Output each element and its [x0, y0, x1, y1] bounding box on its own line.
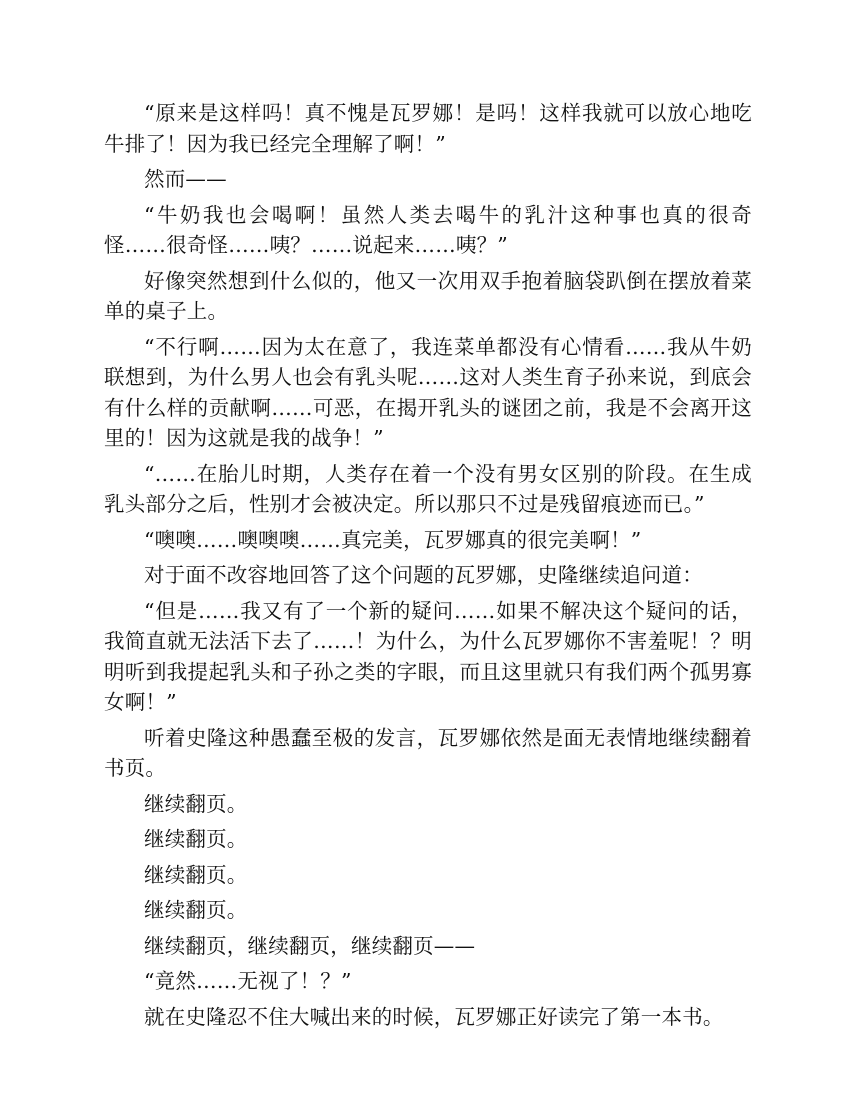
paragraph: “……在胎儿时期，人类存在着一个没有男女区别的阶段。在生成乳头部分之后，性别才会被决定。所以那只不过是残留痕迹而已。”	[104, 461, 752, 516]
paragraph: 对于面不改容地回答了这个问题的瓦罗娜，史隆继续追问道：	[144, 563, 703, 587]
paragraph: “牛奶我也会喝啊！虽然人类去喝牛的乳汁这种事也真的很奇怪……很奇怪……咦？……说起来……咦？”	[104, 202, 752, 257]
paragraph: 继续翻页。	[144, 791, 248, 816]
paragraph: 好像突然想到什么似的，他又一次用双手抱着脑袋趴倒在摆放着菜单的桌子上。	[104, 268, 752, 323]
paragraph: 继续翻页。	[144, 827, 248, 851]
paragraph: “噢噢……噢噢噢……真完美，瓦罗娜真的很完美啊！”	[144, 527, 642, 552]
paragraph: 继续翻页，继续翻页，继续翻页——	[144, 933, 476, 958]
paragraph: 听着史隆这种愚蠢至极的发言，瓦罗娜依然是面无表情地继续翻着书页。	[104, 725, 752, 780]
body-text	[104, 98, 752, 1037]
paragraph: 就在史隆忍不住大喊出来的时候，瓦罗娜正好读完了第一本书。	[144, 1004, 724, 1029]
paragraph: 继续翻页。	[144, 862, 248, 887]
paragraph: 继续翻页。	[144, 898, 248, 922]
paragraph: “但是……我又有了一个新的疑问……如果不解决这个疑问的话，我简直就无法活下去了……！为什么，为什么瓦罗娜你不害羞呢！？明明听到我提起乳头和子孙之类的字眼，而且这里就只有我们两个孤男寡女啊！”	[104, 598, 752, 714]
paragraph: “竟然……无视了！？”	[144, 969, 352, 993]
paragraph: “不行啊……因为太在意了，我连菜单都没有心情看……我从牛奶联想到，为什么男人也会有乳头呢……这对人类生育子孙来说，到底会有什么样的贡献啊……可恶，在揭开乳头的谜团之前，我是不会离开这里的！因为这就是我的战争！”	[104, 334, 752, 450]
paragraph: 然而——	[144, 167, 227, 191]
paragraph: “原来是这样吗！真不愧是瓦罗娜！是吗！这样我就可以放心地吃牛排了！因为我已经完全理解了啊！”	[104, 101, 752, 156]
